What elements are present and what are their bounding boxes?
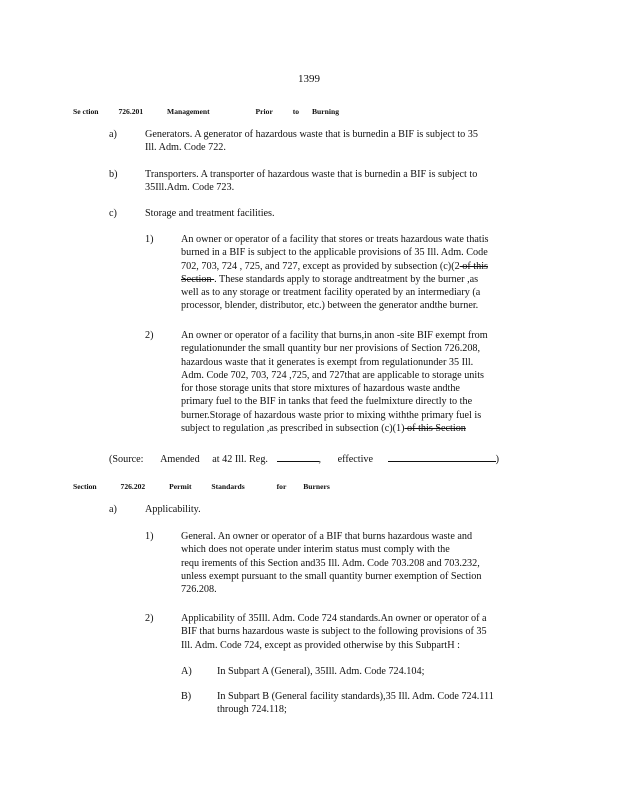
item-a-label: a) xyxy=(109,129,117,140)
register-page-blank xyxy=(277,452,319,462)
item-202a-text: Applicability. xyxy=(145,504,201,515)
text-line: well as to any storage or treatment facility operated by an intermediary (a xyxy=(181,287,481,299)
text-line: BIF that burns hazardous waste is subject to the following provisions of 35 xyxy=(181,626,487,638)
section-title-word: Management xyxy=(167,107,210,116)
text-line: Adm. Code 702, 703, 724 ,725, and 727that are applicable to storage units xyxy=(181,369,485,381)
text-line: burned in a BIF is subject to the applicable provisions of 35 Ill. Adm. Code xyxy=(181,247,488,259)
source-register: at 42 Ill. Reg. xyxy=(212,454,268,465)
item-c-text: Storage and treatment facilities. xyxy=(145,208,275,219)
text-line: An owner or operator of a facility that stores or treats hazardous wate thatis xyxy=(181,234,489,245)
item-202a1-label: 1) xyxy=(145,531,154,542)
text-line xyxy=(181,422,539,435)
deleted-text: of this Section xyxy=(404,423,466,435)
text-line: Ill. Adm. Code 724, except as provided otherwise by this SubpartH : xyxy=(181,639,460,651)
source-note xyxy=(109,452,499,466)
text-line: An owner or operator of a facility that burns,in anon -site BIF exempt from xyxy=(181,330,488,341)
text-run: 702, 703, 724 , 725, and 727, except as provided by subsection (c)(2 xyxy=(181,260,460,272)
item-c-label: c) xyxy=(109,208,117,219)
source-open: (Source: xyxy=(109,454,144,465)
source-effective: effective xyxy=(337,454,374,465)
section-726-201-heading xyxy=(73,105,339,118)
source-comma: , xyxy=(318,454,322,465)
item-202a-label: a) xyxy=(109,504,117,515)
item-c1-label: 1) xyxy=(145,234,154,245)
item-c2-text xyxy=(181,329,539,435)
section-title-word: Burning xyxy=(311,107,339,116)
text-line: for those storage units that store mixtures of hazardous waste andthe xyxy=(181,383,460,395)
item-B-text xyxy=(217,690,539,717)
text-line xyxy=(181,260,539,273)
text-line: through 724.118; xyxy=(217,704,287,716)
section-title-word: Prior xyxy=(255,107,273,116)
deleted-text: Section xyxy=(181,273,215,285)
item-a-text xyxy=(145,128,540,155)
item-B-label: B) xyxy=(181,691,192,702)
text-line: Generators. A generator of hazardous waste that is burnedin a BIF is subject to 35 xyxy=(145,129,478,140)
text-line: unless exempt pursuant to the small quantity burner exemption of Section xyxy=(181,570,482,582)
item-b-text xyxy=(145,168,540,195)
text-line: hazardous waste that it generates is exempt from regulationunder 35 Ill. xyxy=(181,356,474,368)
deleted-text: of this xyxy=(459,260,488,272)
text-line: 35Ill.Adm. Code 723. xyxy=(145,182,235,194)
item-b-label: b) xyxy=(109,169,118,180)
item-A-label: A) xyxy=(181,666,192,677)
section-label: Se ction xyxy=(73,107,99,116)
text-line: Ill. Adm. Code 722. xyxy=(145,142,226,154)
source-amended: Amended xyxy=(160,454,200,465)
text-run: subject to regulation ,as prescribed in subsection (c)(1) xyxy=(181,423,405,435)
page-number: 1399 xyxy=(298,73,320,85)
text-line: which does not operate under interim status must comply with the xyxy=(181,544,450,556)
section-label: Section xyxy=(73,482,97,491)
text-line: Transporters. A transporter of hazardous waste that is burnedin a BIF is subject to xyxy=(145,169,478,180)
text-line: regulationunder the small quantity bur ner provisions of Section 726.208, xyxy=(181,343,481,355)
text-line: requ irements of this Section and35 Ill. Adm. Code 703.208 and 703.232, xyxy=(181,557,480,569)
section-title-word: for xyxy=(276,482,287,491)
section-number: 726.201 xyxy=(118,107,144,116)
section-title-word: Burners xyxy=(303,482,330,491)
section-title-word: to xyxy=(292,107,300,116)
item-202a2-label: 2) xyxy=(145,613,154,624)
effective-date-blank xyxy=(388,452,496,462)
text-line: burner.Storage of hazardous waste prior to mixing withthe primary fuel is xyxy=(181,409,482,421)
text-line: processor, blender, distributor, etc.) between the generator andthe burner. xyxy=(181,300,479,312)
text-line: General. An owner or operator of a BIF that burns hazardous waste and xyxy=(181,531,473,542)
section-726-202-heading xyxy=(73,480,330,493)
section-number: 726.202 xyxy=(120,482,146,491)
source-close: ) xyxy=(495,454,500,465)
text-line: 726.208. xyxy=(181,584,217,596)
text-line: Applicability of 35Ill. Adm. Code 724 standards.An owner or operator of a xyxy=(181,613,487,624)
text-line: primary fuel to the BIF in tanks that feed the fuelmixture directly to the xyxy=(181,396,473,408)
item-202a2-text xyxy=(181,612,539,652)
item-c1-text xyxy=(181,233,539,313)
item-A-text: In Subpart A (General), 35Ill. Adm. Code 724.104; xyxy=(217,666,425,677)
text-line: In Subpart B (General facility standards),35 Ill. Adm. Code 724.111 xyxy=(217,691,494,702)
item-c2-label: 2) xyxy=(145,330,154,341)
text-line xyxy=(181,273,539,286)
section-title-word: Permit xyxy=(169,482,192,491)
text-run: . These standards apply to storage andtreatment by the burner ,as xyxy=(214,273,479,285)
item-202a1-text xyxy=(181,530,521,596)
section-title-word: Standards xyxy=(211,482,245,491)
